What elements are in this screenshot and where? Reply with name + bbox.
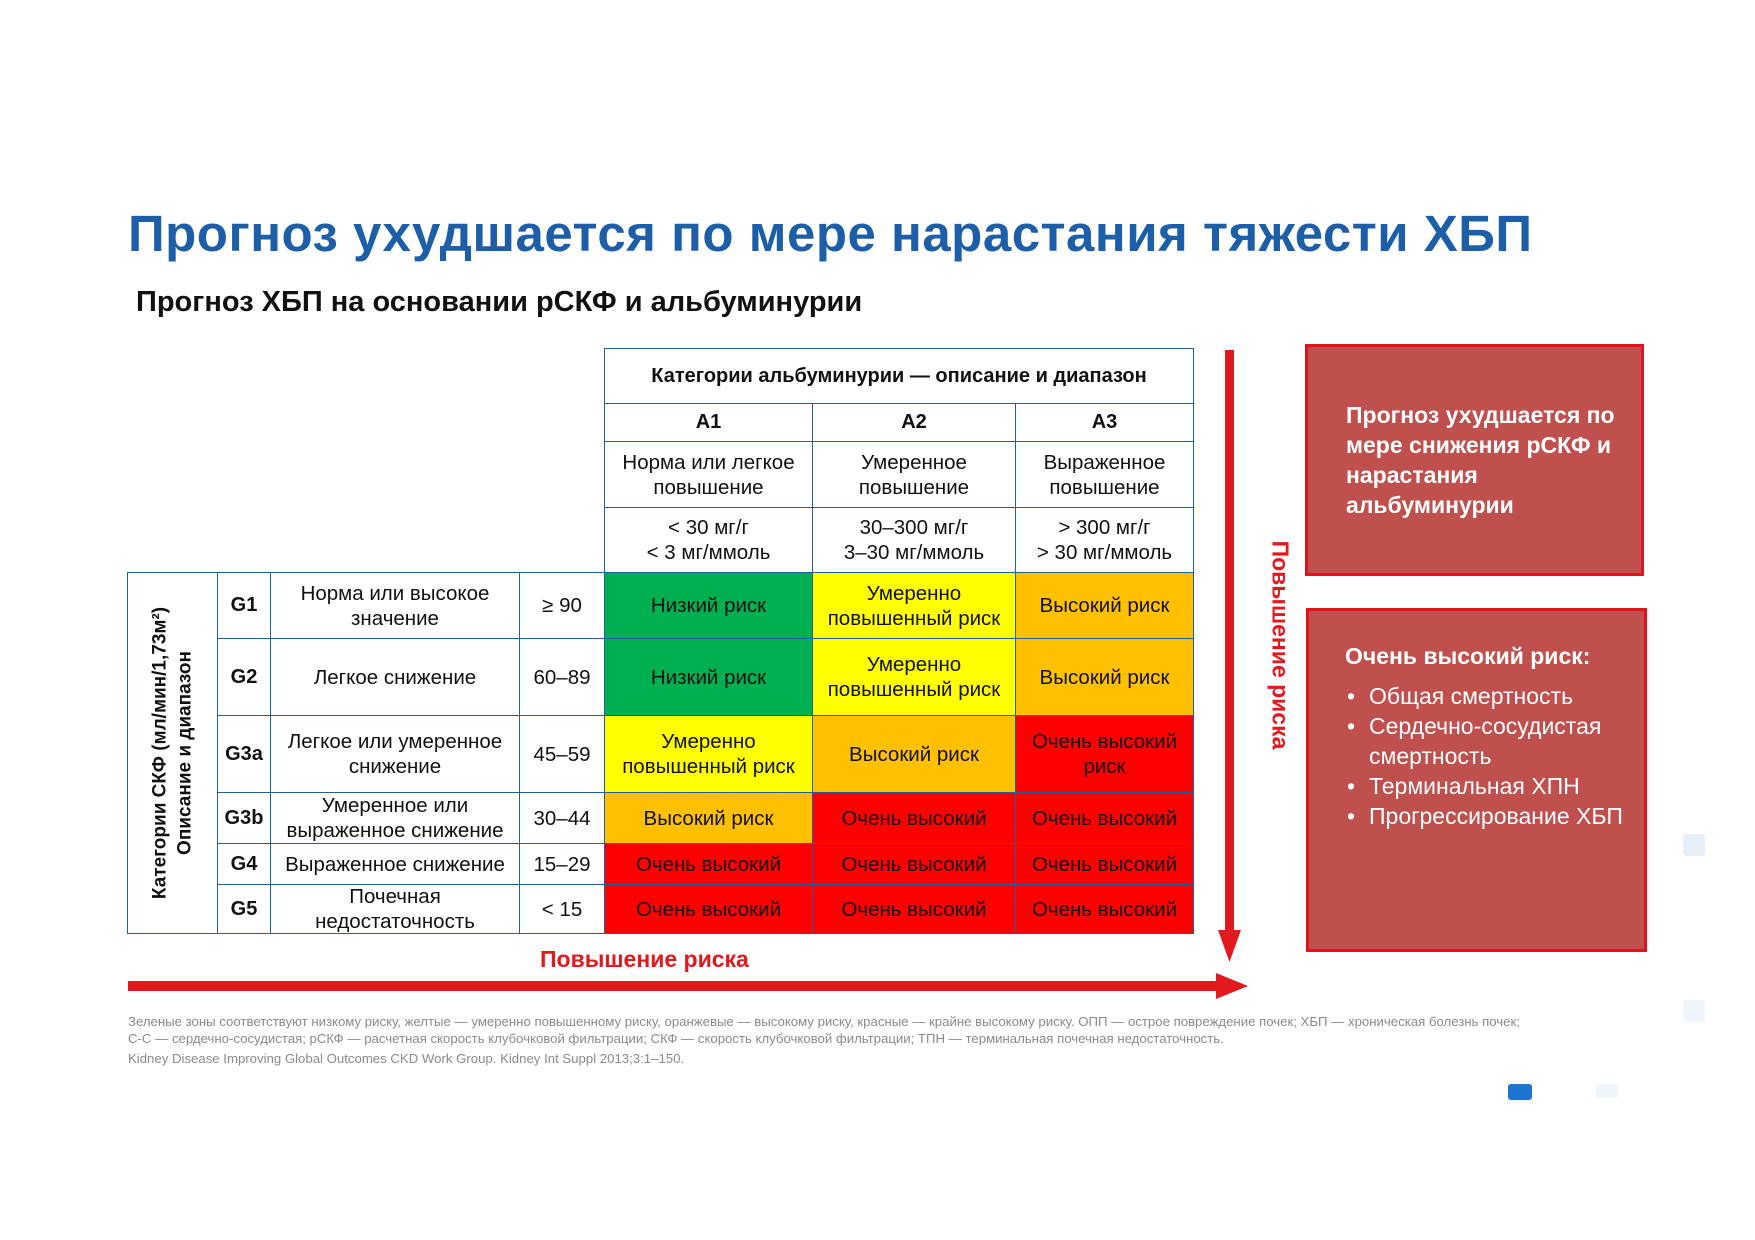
horizontal-risk-arrow-icon [128,973,1248,999]
vertical-arrow-label-text: Повышение риска [1267,540,1294,750]
row-desc-g2: Легкое снижение [270,638,520,716]
risk-cell-g2-a1: Низкий риск [604,638,813,716]
page-subtitle: Прогноз ХБП на основании рСКФ и альбуминурии [136,286,863,318]
prognosis-box-text: Прогноз ухудшается по мере снижения рСКФ и нарастания альбуминурии [1346,402,1615,518]
risk-cell-g1-a2: Умеренно повышенный риск [812,572,1016,639]
horizontal-arrow-label: Повышение риска [540,946,749,972]
risk-cell-g3a-a2: Высокий риск [812,715,1016,793]
col-range-a1-line1: < 30 мг/г [668,516,749,539]
very-high-risk-heading: Очень высокий риск: [1345,643,1591,669]
risk-cell-g1-a1: Низкий риск [604,572,813,639]
gfr-axis-label-line2: Описание и диапазон [173,651,195,855]
col-range-a1-line2: < 3 мг/ммоль [646,541,771,564]
risk-cell-g3b-a2: Очень высокий [812,792,1016,844]
risk-cell-g2-a3: Высокий риск [1015,638,1194,716]
row-range-g1: ≥ 90 [519,572,605,639]
row-code-g3b: G3b [217,792,271,844]
col-desc-a1: Норма или легкое повышение [604,441,813,508]
row-code-g1: G1 [217,572,271,639]
risk-cell-g5-a3: Очень высокий [1015,884,1194,934]
risk-cell-g2-a2: Умеренно повышенный риск [812,638,1016,716]
risk-cell-g4-a2: Очень высокий [812,843,1016,885]
vertical-arrow-label [1262,530,1298,760]
decorative-square-icon [1683,1000,1705,1022]
row-desc-g4: Выраженное снижение [270,843,520,885]
col-desc-a3: Выраженное повышение [1015,441,1194,508]
col-code-a1: A1 [604,403,813,442]
col-code-a2: A2 [812,403,1016,442]
risk-cell-g5-a1: Очень высокий [604,884,813,934]
very-high-risk-box [1306,608,1647,952]
row-range-g3b: 30–44 [519,792,605,844]
row-range-g5: < 15 [519,884,605,934]
albuminuria-header: Категории альбуминурии — описание и диапазон [604,348,1194,404]
decorative-square-icon [1596,1084,1618,1098]
footnote-text: Зеленые зоны соответствуют низкому риску, желтые — умеренно повышенному риску, оранжевые — высокому риску, красные — крайне высокому риску. ОПП — острое повреждение почек; ХБП — хроническая болезнь почек; С-С — сердечно-сосудистая; рСКФ — расчетная скорость клубочковой фильтрации; СКФ — скорость клубочковой фильтрации; ТПН — терминальная почечная недостаточность. [128,1014,1520,1046]
risk-cell-g3b-a3: Очень высокий [1015,792,1194,844]
list-item: • Общая смертность [1345,682,1626,712]
risk-cell-g3a-a3: Очень высокий риск [1015,715,1194,793]
row-desc-g3a: Легкое или умеренное снижение [270,715,520,793]
row-code-g5: G5 [217,884,271,934]
decorative-square-icon [1683,834,1705,856]
row-desc-g5: Почечная недостаточность [270,884,520,934]
row-range-g4: 15–29 [519,843,605,885]
gfr-axis-label-line1: Категории СКФ (мл/мин/1,73м²) [148,606,170,900]
col-range-a2-line1: 30–300 мг/г [859,516,969,539]
col-range-a3-line2: > 30 мг/ммоль [1036,541,1173,564]
page-title: Прогноз ухудшается по мере нарастания тяжести ХБП [128,205,1533,262]
risk-cell-g3a-a1: Умеренно повышенный риск [604,715,813,793]
row-range-g3a: 45–59 [519,715,605,793]
row-code-g4: G4 [217,843,271,885]
vertical-risk-arrow-icon [1218,350,1241,962]
row-code-g3a: G3a [217,715,271,793]
footnote [128,1014,1528,1068]
col-range-a3-line1: > 300 мг/г [1058,516,1151,539]
col-range-a2-line2: 3–30 мг/ммоль [843,541,985,564]
risk-cell-g3b-a1: Высокий риск [604,792,813,844]
col-code-a3: A3 [1015,403,1194,442]
list-item: • Терминальная ХПН [1345,772,1626,802]
very-high-risk-list [1345,682,1626,831]
row-desc-g3b: Умеренное или выраженное снижение [270,792,520,844]
risk-cell-g4-a3: Очень высокий [1015,843,1194,885]
list-item: • Сердечно-сосудистая смертность [1345,712,1626,772]
prognosis-box [1305,344,1644,576]
risk-cell-g1-a3: Высокий риск [1015,572,1194,639]
row-range-g2: 60–89 [519,638,605,716]
risk-cell-g5-a2: Очень высокий [812,884,1016,934]
footnote-source: Kidney Disease Improving Global Outcomes CKD Work Group. Kidney Int Suppl 2013;3:1–150. [128,1051,685,1066]
col-desc-a2: Умеренное повышение [812,441,1016,508]
decorative-square-icon [1508,1084,1532,1100]
risk-cell-g4-a1: Очень высокий [604,843,813,885]
row-code-g2: G2 [217,638,271,716]
list-item: • Прогрессирование ХБП [1345,802,1626,832]
row-desc-g1: Норма или высокое значение [270,572,520,639]
